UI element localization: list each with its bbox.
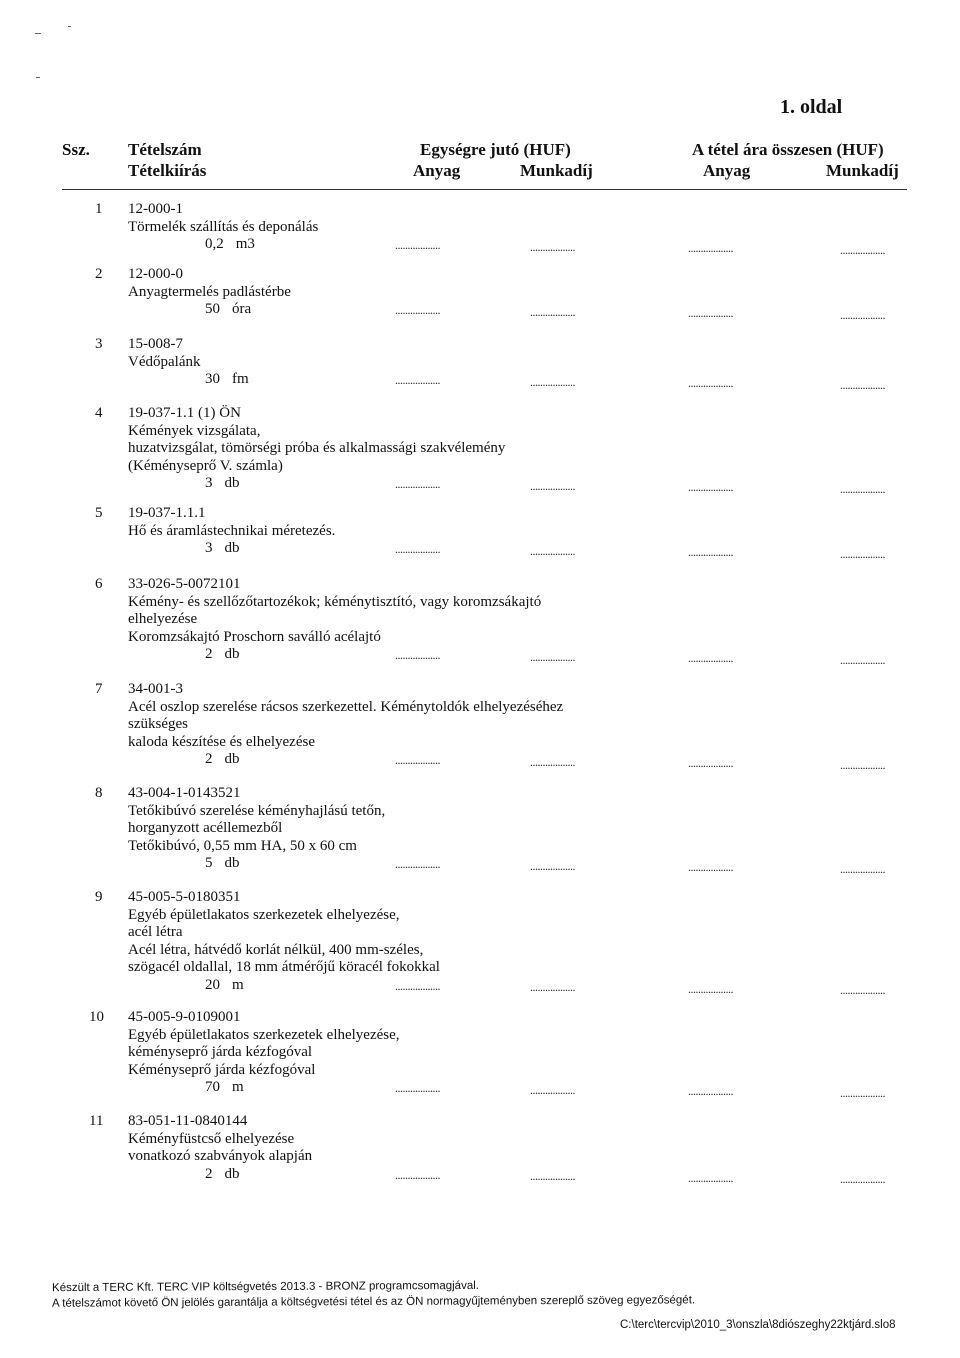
price-placeholder: ..................: [530, 1169, 575, 1183]
header-total-munkadij: Munkadíj: [826, 161, 899, 180]
price-placeholder: ..................: [840, 377, 885, 392]
item-number: 8: [95, 785, 103, 801]
header-total-anyag: Anyag: [703, 161, 751, 180]
item-description: Kémény- és szellőzőtartozékok; kéménytisztító, vagy koromzsákajtó: [128, 593, 542, 610]
price-placeholder: ..................: [688, 981, 733, 996]
item-description: szögacél oldallal, 18 mm átmérőjű köracél fokokkal: [128, 959, 440, 975]
item-quantity: [128, 646, 541, 664]
item-description: Védőpalánk: [128, 353, 201, 370]
item-quantity: [128, 751, 563, 769]
item-description: huzatvizsgálat, tömörségi próba és alkalmassági szakvélemény: [128, 440, 506, 456]
price-placeholder: ..................: [688, 545, 733, 559]
item-number: 2: [95, 266, 103, 282]
footer-line1: Készült a TERC Kft. TERC VIP költségvetés 2013.3 - BRONZ programcsomagjával.: [51, 1279, 479, 1295]
item-quantity: [128, 540, 335, 558]
price-placeholder: ..................: [530, 478, 575, 493]
quantity-value: 0,2: [205, 236, 224, 252]
price-placeholder: ..................: [688, 241, 733, 255]
footer-line2: A tételszámot követő ÖN jelölés garantálja a költségvetési tétel és az ÖN normagyűjteményben szereplő szöveg egyezőségét.: [51, 1294, 696, 1310]
price-placeholder: ..................: [530, 239, 575, 254]
header-tetelszam: Tételszám: [128, 140, 202, 159]
item-code: 19-037-1.1 (1) ÖN: [128, 405, 241, 421]
item-description: Acél oszlop szerelése rácsos szerkezettel. Kéménytoldók elhelyezéséhez: [128, 698, 564, 715]
item-description: acél létra: [128, 924, 183, 940]
item-lines: [128, 681, 563, 769]
item-description: Kéményseprő járda kézfogóval: [128, 1061, 316, 1078]
quantity-value: 2: [205, 1165, 213, 1182]
item-lines: [128, 1113, 312, 1183]
item-quantity: [128, 1166, 312, 1184]
price-placeholder: ..................: [395, 373, 440, 387]
item-description: kaloda készítése és elhelyezése: [128, 733, 315, 750]
item-lines: [128, 1009, 400, 1097]
item-description: szükséges: [128, 716, 188, 732]
quantity-value: 20: [205, 976, 220, 993]
price-placeholder: ..................: [688, 860, 733, 874]
price-placeholder: ..................: [395, 477, 440, 491]
price-placeholder: ..................: [840, 983, 885, 997]
item-number: 10: [89, 1009, 104, 1025]
scan-mark: [68, 26, 71, 27]
quantity-unit: db: [224, 475, 240, 491]
price-placeholder: ..................: [840, 652, 885, 667]
price-placeholder: ..................: [395, 303, 440, 317]
item-description: Egyéb épületlakatos szerkezetek elhelyezése,: [128, 1026, 400, 1043]
item-lines: [128, 889, 440, 994]
item-lines: [128, 201, 318, 254]
quantity-unit: m3: [235, 236, 255, 252]
price-placeholder: ..................: [530, 754, 575, 769]
price-placeholder: ..................: [530, 1082, 575, 1097]
item-code: 45-005-5-0180351: [128, 889, 241, 905]
item-number: 11: [89, 1113, 104, 1129]
item-quantity: [128, 236, 318, 254]
quantity-unit: m: [232, 976, 244, 993]
price-placeholder: ..................: [530, 374, 575, 389]
price-placeholder: ..................: [395, 1081, 440, 1095]
item-lines: [128, 785, 385, 873]
item-code: 34-001-3: [128, 681, 183, 697]
item-code: 12-000-1: [128, 201, 183, 217]
item-description: Acél létra, hátvédő korlát nélkül, 400 mm-széles,: [128, 941, 424, 958]
price-placeholder: ..................: [840, 242, 885, 257]
item-description: vonatkozó szabványok alapján: [128, 1148, 313, 1164]
header-unit-anyag: Anyag: [413, 161, 461, 180]
item-number: 7: [95, 681, 103, 697]
price-placeholder: ..................: [395, 1167, 440, 1182]
item-lines: [128, 266, 291, 319]
header-unit-price: Egységre jutó (HUF): [420, 140, 571, 159]
quantity-value: 3: [205, 475, 213, 491]
price-placeholder: ..................: [395, 753, 440, 767]
quantity-unit: db: [224, 751, 240, 767]
quantity-value: 2: [205, 751, 213, 767]
price-placeholder: ..................: [530, 304, 575, 319]
item-lines: [128, 576, 541, 664]
item-quantity: [128, 371, 249, 389]
header-total-price: A tétel ára összesen (HUF): [692, 140, 884, 159]
item-description: (Kéményseprő V. számla): [128, 457, 283, 474]
item-number: 5: [95, 505, 103, 521]
price-placeholder: ..................: [840, 546, 885, 561]
price-placeholder: ..................: [688, 306, 733, 320]
price-placeholder: ..................: [840, 481, 885, 496]
item-code: 15-008-7: [128, 336, 183, 352]
price-placeholder: ..................: [395, 238, 440, 252]
footer-path: C:\terc\tercvip\2010_3\onszla\8diószeghy22ktjárd.slo8: [620, 1319, 896, 1331]
item-description: Koromzsákajtó Proschorn saválló acélajtó: [128, 628, 381, 645]
quantity-value: 3: [205, 540, 213, 556]
quantity-value: 70: [205, 1079, 220, 1095]
item-description: Egyéb épületlakatos szerkezetek elhelyezése,: [128, 906, 400, 923]
price-placeholder: ..................: [395, 978, 440, 993]
quantity-unit: db: [224, 855, 240, 871]
price-placeholder: ..................: [530, 858, 575, 873]
item-quantity: [128, 301, 291, 319]
price-placeholder: ..................: [840, 861, 885, 876]
price-placeholder: ..................: [395, 648, 440, 662]
quantity-value: 50: [205, 301, 220, 317]
scan-mark: [36, 77, 40, 78]
item-quantity: [128, 855, 385, 873]
item-code: 19-037-1.1.1: [128, 505, 206, 521]
item-description: Kéményfüstcső elhelyezése: [128, 1130, 295, 1147]
page-number: 1. oldal: [780, 96, 843, 118]
item-number: 1: [95, 201, 103, 217]
item-lines: [128, 405, 505, 493]
item-code: 33-026-5-0072101: [128, 576, 241, 592]
quantity-unit: m: [232, 1079, 244, 1095]
item-lines: [128, 505, 335, 558]
quantity-value: 2: [205, 646, 213, 662]
item-number: 6: [95, 576, 103, 592]
item-description: Tetőkibúvó, 0,55 mm HA, 50 x 60 cm: [128, 837, 357, 854]
quantity-unit: fm: [232, 371, 249, 387]
item-description: Hő és áramlástechnikai méretezés.: [128, 522, 336, 539]
item-quantity: [128, 475, 505, 493]
price-placeholder: ..................: [840, 757, 885, 772]
item-code: 45-005-9-0109001: [128, 1009, 241, 1025]
item-description: Anyagtermelés padlástérbe: [128, 283, 291, 300]
price-placeholder: ..................: [395, 542, 440, 556]
price-placeholder: ..................: [530, 543, 575, 558]
item-quantity: [128, 977, 440, 995]
quantity-unit: db: [224, 1165, 240, 1182]
item-code: 83-051-11-0840144: [128, 1113, 248, 1129]
price-placeholder: ..................: [840, 1085, 885, 1100]
item-number: 9: [95, 889, 103, 905]
quantity-value: 5: [205, 855, 213, 871]
price-placeholder: ..................: [688, 1170, 733, 1185]
item-description: kéményseprő járda kézfogóval: [128, 1044, 313, 1060]
price-placeholder: ..................: [530, 980, 575, 994]
price-placeholder: ..................: [688, 756, 733, 770]
price-placeholder: ..................: [688, 1084, 733, 1098]
quantity-value: 30: [205, 371, 220, 387]
price-placeholder: ..................: [688, 376, 733, 390]
quantity-unit: db: [224, 646, 240, 662]
scan-mark: [35, 33, 41, 34]
header-divider: [62, 189, 907, 190]
header-unit-munkadij: Munkadíj: [520, 161, 593, 180]
item-code: 12-000-0: [128, 266, 183, 282]
item-code: 43-004-1-0143521: [128, 785, 241, 801]
price-placeholder: ..................: [840, 1172, 885, 1186]
header-tetelkiiras: Tételkiírás: [128, 161, 207, 180]
item-lines: [128, 336, 249, 389]
item-description: Tetőkibúvó szerelése kéményhajlású tetőn,: [128, 802, 386, 819]
price-placeholder: ..................: [840, 307, 885, 322]
item-number: 3: [95, 336, 103, 352]
price-placeholder: ..................: [395, 857, 440, 871]
item-number: 4: [95, 405, 103, 421]
price-placeholder: ..................: [688, 651, 733, 665]
item-description: horganyzott acéllemezből: [128, 820, 283, 836]
item-description: Törmelék szállítás és deponálás: [128, 218, 319, 235]
item-quantity: [128, 1079, 400, 1097]
price-placeholder: ..................: [530, 649, 575, 664]
item-description: Kémények vizsgálata,: [128, 422, 261, 439]
item-description: elhelyezése: [128, 611, 198, 627]
price-placeholder: ..................: [688, 480, 733, 494]
header-ssz: Ssz.: [62, 140, 90, 159]
quantity-unit: db: [224, 540, 240, 556]
quantity-unit: óra: [232, 301, 252, 317]
